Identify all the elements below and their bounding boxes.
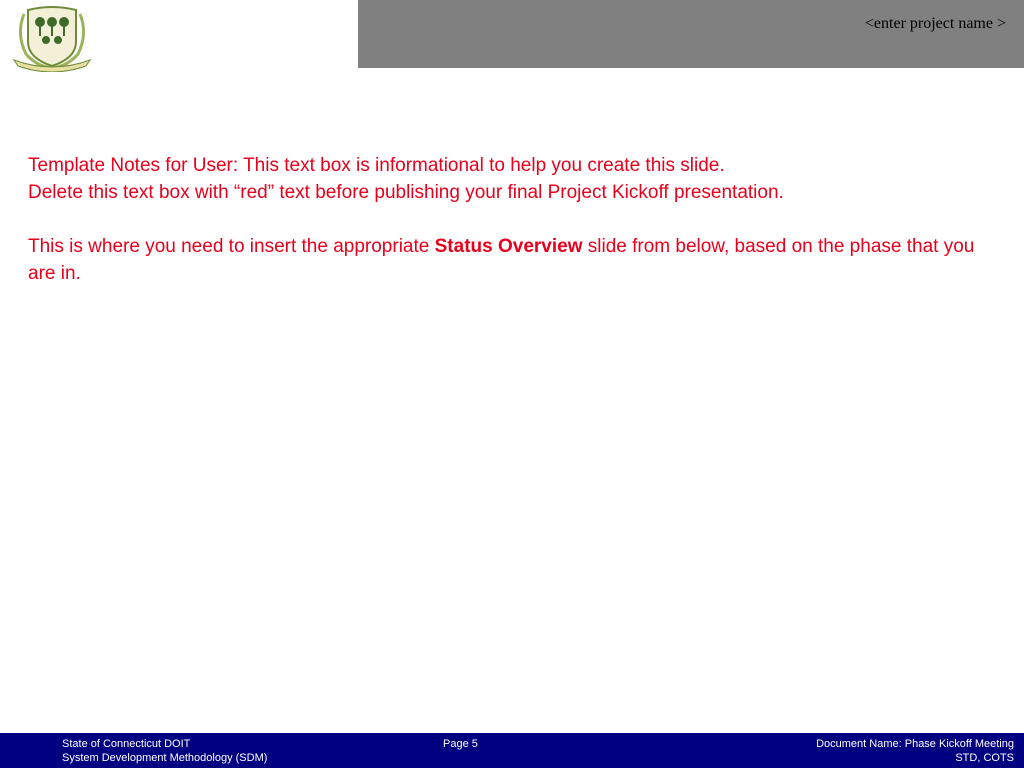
footer-organization: State of Connecticut DOIT xyxy=(62,738,191,750)
footer-document-type: STD, COTS xyxy=(955,752,1014,764)
notes-line-2: Delete this text box with “red” text before publishing your final Project Kickoff presentation. xyxy=(28,182,784,203)
footer-right xyxy=(816,737,1014,765)
status-overview-emphasis: Status Overview xyxy=(434,236,583,257)
footer-document-name: Document Name: Phase Kickoff Meeting xyxy=(816,738,1014,750)
template-notes-textbox xyxy=(28,152,988,287)
header-bar xyxy=(358,0,1024,68)
instruction-text-after: slide from below, based on the phase that you are in. xyxy=(28,236,975,284)
state-seal-logo-icon xyxy=(6,4,98,72)
footer-methodology: System Development Methodology (SDM) xyxy=(62,752,268,764)
instruction-text-before: This is where you need to insert the appropriate xyxy=(28,236,435,257)
project-name: <enter project name > xyxy=(864,15,1006,32)
footer-bar xyxy=(0,733,1024,768)
footer-left xyxy=(62,737,267,765)
page-number: Page 5 xyxy=(443,738,478,750)
notes-line-1: Template Notes for User: This text box is informational to help you create this slide. xyxy=(28,155,725,176)
notes-instruction xyxy=(28,233,988,287)
